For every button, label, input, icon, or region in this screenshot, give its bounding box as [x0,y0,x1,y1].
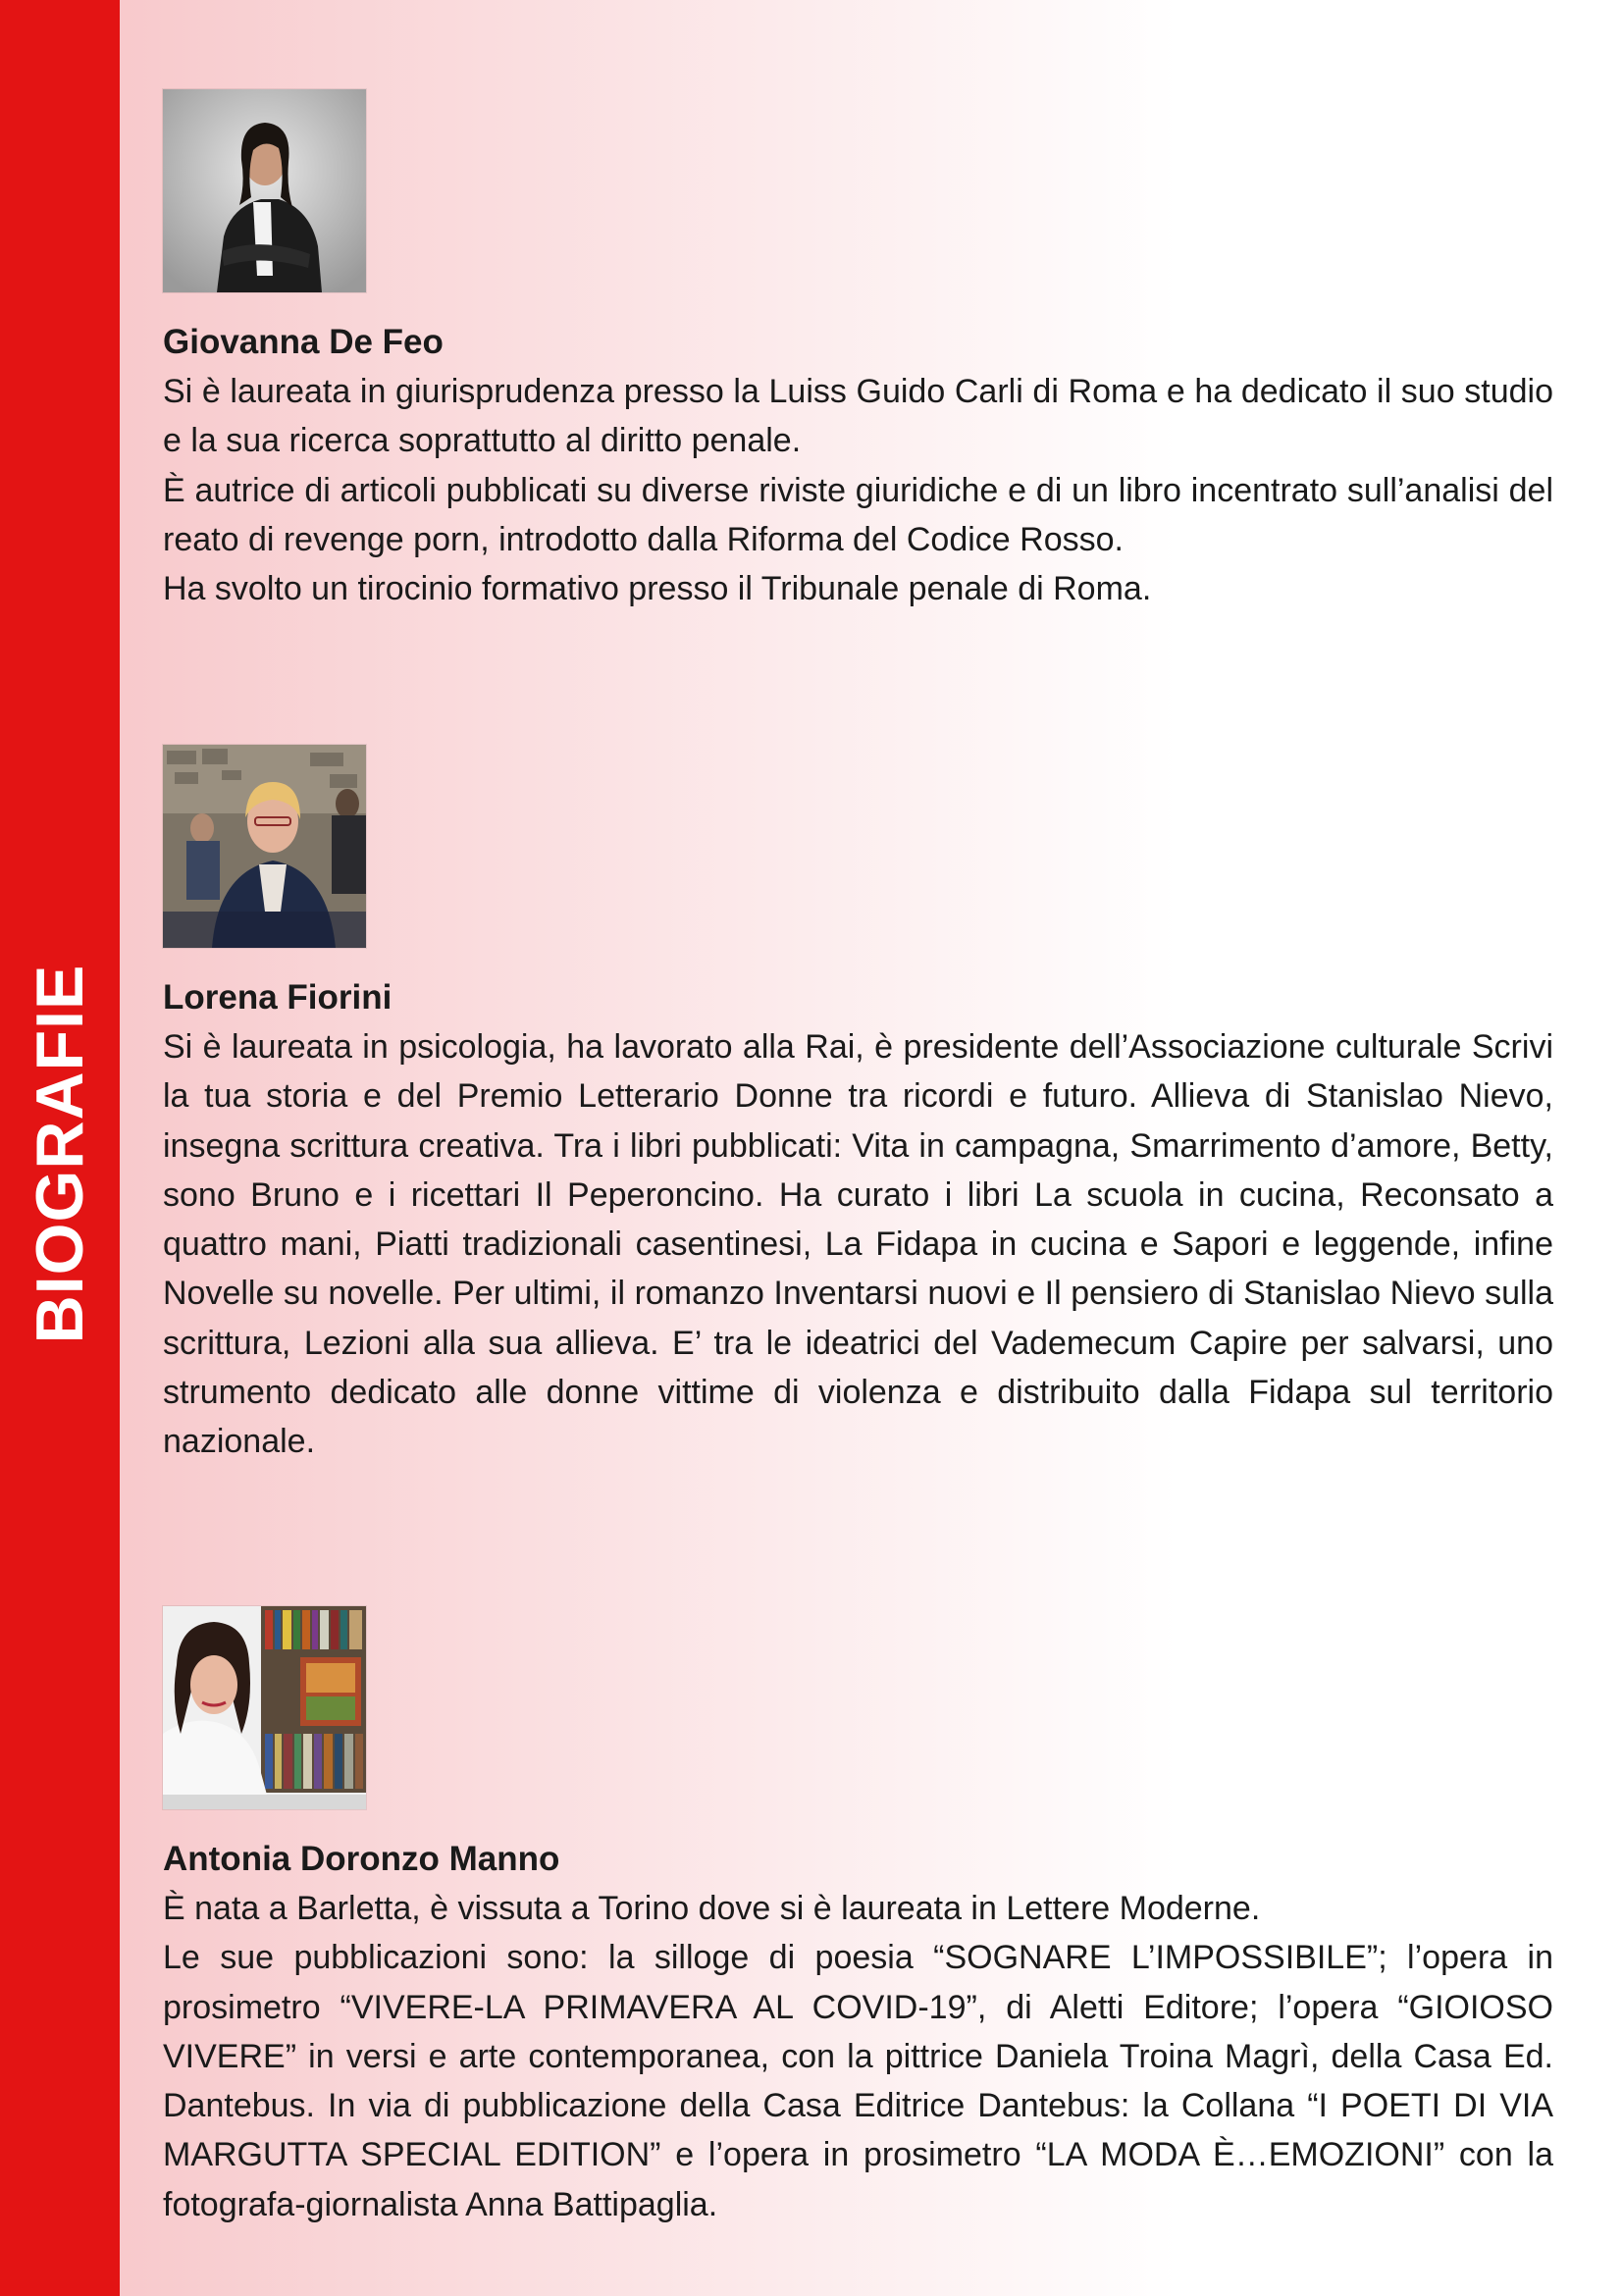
side-band [0,0,120,2296]
bio-entry [163,1606,1553,2229]
bio-paragraph: Si è laureata in giurisprudenza presso la Luiss Guido Carli di Roma e ha dedicato il suo studio e la sua ricerca soprattutto al diritto penale. [163,373,1553,460]
portrait-photo [163,745,366,948]
portrait-photo [163,1606,366,1809]
bio-text [163,1884,1553,2229]
bio-paragraph: Si è laureata in psicologia, ha lavorato alla Rai, è presidente dell’Associazione culturale Scrivi la tua storia e del Premio Letterario Donne tra ricordi e futuro. Allieva di Stanislao Nievo, insegna scrittura creativa. Tra i libri pubblicati: Vita in campagna, Smarrimento d’amore, Betty, sono Bruno e i ricettari Il Peperoncino. Ha curato i libri La scuola in cucina, Reconsato a quattro mani, Piatti tradizionali casentinesi, La Fidapa in cucina e Sapori e leggende, infine Novelle su novelle. Per ultimi, il romanzo Inventarsi nuovi e Il pensiero di Stanislao Nievo sulla scrittura, Lezioni alla sua allieva. E’ tra le ideatrici del Vademecum Capire per salvarsi, uno strumento dedicato alle donne vittime di violenza e distribuito dalla Fidapa sul territorio nazionale. [163,1028,1553,1461]
portrait-photo [163,89,366,292]
bio-entry [163,745,1553,1467]
bio-text [163,367,1553,613]
bio-paragraph: Ha svolto un tirocinio formativo presso il Tribunale penale di Roma. [163,570,1152,608]
bio-paragraph: È nata a Barletta, è vissuta a Torino dove si è laureata in Lettere Moderne. [163,1890,1261,1927]
bio-paragraph: È autrice di articoli pubblicati su diverse riviste giuridiche e di un libro incentrato sull’analisi del reato di revenge porn, introdotto dalla Riforma del Codice Rosso. [163,471,1553,558]
bio-name: Giovanna De Feo [163,323,444,361]
bio-paragraph: Le sue pubblicazioni sono: la silloge di poesia “SOGNARE L’IMPOSSIBILE”; l’opera in prosimetro “VIVERE-LA PRIMAVERA AL COVID-19”, di Aletti Editore; l’opera “GIOIOSO VIVERE” in versi e arte contemporanea, con la pittrice Daniela Troina Magrì, della Casa Ed. Dantebus. In via di pubblicazione della Casa Editrice Dantebus: la Collana “I POETI DI VIA MARGUTTA SPECIAL EDITION” e l’opera in prosimetro “LA MODA È…EMOZIONI” con la fotografa-giornalista Anna Battipaglia. [163,1939,1553,2223]
bio-entry [163,89,1553,613]
bio-name: Antonia Doronzo Manno [163,1840,560,1878]
bio-text [163,1022,1553,1467]
section-title: BIOGRAFIE [23,964,97,1344]
bio-name: Lorena Fiorini [163,978,392,1017]
